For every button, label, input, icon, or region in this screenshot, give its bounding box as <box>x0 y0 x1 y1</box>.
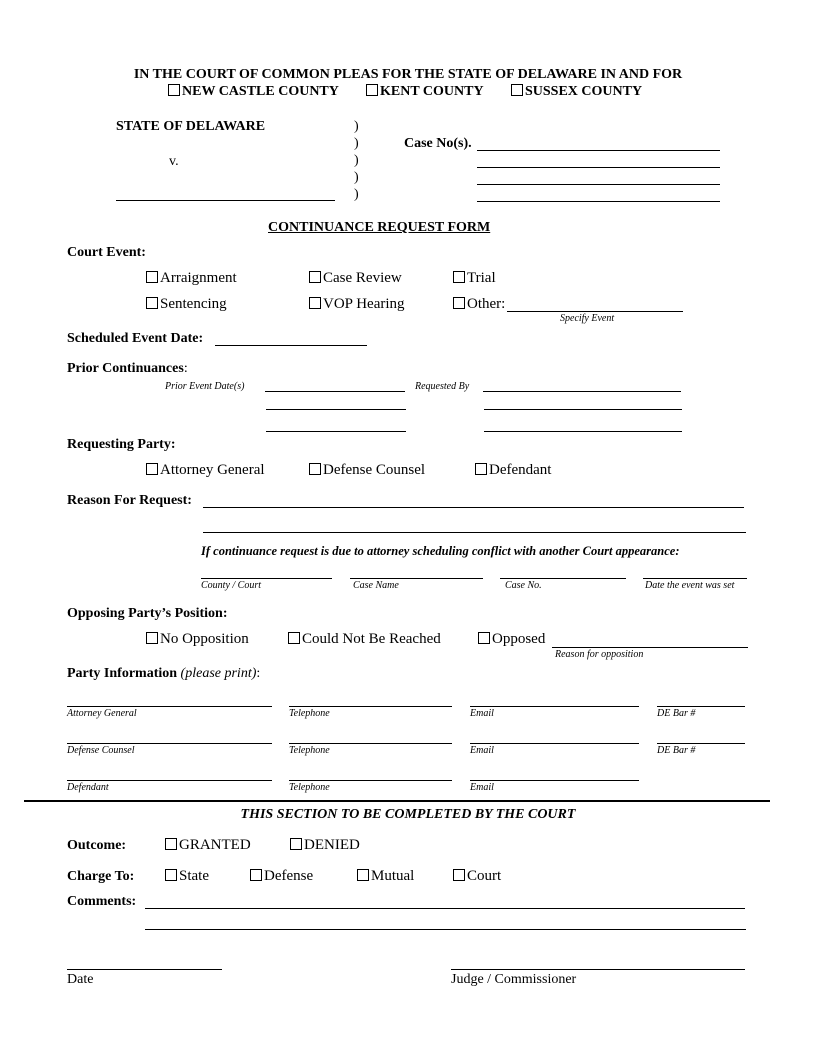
conflict-case-number-line[interactable] <box>500 578 626 579</box>
checkbox-opposed[interactable] <box>478 632 490 644</box>
checkbox-case-review[interactable] <box>309 271 321 283</box>
dc-email-caption: Email <box>470 745 494 756</box>
dc-caption: Defense Counsel <box>67 745 135 756</box>
case-number-line[interactable] <box>477 201 720 202</box>
other-event-line[interactable] <box>507 311 683 312</box>
requesting-defendant[interactable]: Defendant <box>475 462 551 479</box>
prior-date-line[interactable] <box>265 391 405 392</box>
outcome-label: Outcome: <box>67 838 127 853</box>
dc-email-line[interactable] <box>470 743 639 744</box>
def-email-line[interactable] <box>470 780 639 781</box>
requesting-defense-counsel[interactable]: Defense Counsel <box>309 462 425 479</box>
case-number-line[interactable] <box>477 184 720 185</box>
def-telephone-line[interactable] <box>289 780 452 781</box>
def-email-caption: Email <box>470 782 494 793</box>
county-sussex[interactable]: SUSSEX COUNTY <box>511 84 642 100</box>
opposition-reason-caption: Reason for opposition <box>555 649 644 660</box>
checkbox-court[interactable] <box>453 869 465 881</box>
prior-continuances-label: Prior Continuances: <box>67 361 188 376</box>
dc-bar-caption: DE Bar # <box>657 745 696 756</box>
checkbox-granted[interactable] <box>165 838 177 850</box>
checkbox-defendant[interactable] <box>475 463 487 475</box>
charge-defense[interactable]: Defense <box>250 868 313 885</box>
charge-mutual[interactable]: Mutual <box>357 868 414 885</box>
date-caption: Date <box>67 972 94 987</box>
comments-line[interactable] <box>145 929 746 930</box>
opposition-reason-line[interactable] <box>552 647 748 648</box>
checkbox-kent[interactable] <box>366 84 378 96</box>
caption-paren: ) <box>354 170 359 185</box>
requested-by-line[interactable] <box>484 409 682 410</box>
requesting-party-label: Requesting Party: <box>67 437 176 452</box>
checkbox-sentencing[interactable] <box>146 297 158 309</box>
defendant-name-line[interactable] <box>116 200 335 201</box>
charge-to-label: Charge To: <box>67 869 135 884</box>
ag-telephone-caption: Telephone <box>289 708 330 719</box>
checkbox-attorney-general[interactable] <box>146 463 158 475</box>
outcome-denied[interactable]: DENIED <box>290 837 360 854</box>
reason-line[interactable] <box>203 532 746 533</box>
event-trial[interactable]: Trial <box>453 270 496 287</box>
checkbox-defense-counsel[interactable] <box>309 463 321 475</box>
checkbox-denied[interactable] <box>290 838 302 850</box>
charge-state[interactable]: State <box>165 868 209 885</box>
requested-by-line[interactable] <box>484 431 682 432</box>
checkbox-vop-hearing[interactable] <box>309 297 321 309</box>
ag-bar-line[interactable] <box>657 706 745 707</box>
specify-event-caption: Specify Event <box>560 313 615 324</box>
ag-bar-caption: DE Bar # <box>657 708 696 719</box>
prior-date-line[interactable] <box>266 431 406 432</box>
reason-label: Reason For Request: <box>67 493 192 508</box>
charge-court[interactable]: Court <box>453 868 501 885</box>
case-number-label: Case No(s). <box>404 136 472 151</box>
case-name-caption: Case Name <box>353 580 399 591</box>
party-info-label: Party Information (please print): <box>67 666 261 681</box>
county-new-castle[interactable]: NEW CASTLE COUNTY <box>168 84 339 100</box>
conflict-case-name-line[interactable] <box>350 578 483 579</box>
opposing-not-reached[interactable]: Could Not Be Reached <box>288 631 441 648</box>
checkbox-sussex[interactable] <box>511 84 523 96</box>
county-kent[interactable]: KENT COUNTY <box>366 84 484 100</box>
ag-email-line[interactable] <box>470 706 639 707</box>
judge-signature-line[interactable] <box>451 969 745 970</box>
prior-date-caption: Prior Event Date(s) <box>165 381 245 392</box>
conflict-county-line[interactable] <box>201 578 332 579</box>
form-title: CONTINUANCE REQUEST FORM <box>268 220 491 235</box>
outcome-granted[interactable]: GRANTED <box>165 837 251 854</box>
scheduled-date-line[interactable] <box>215 345 367 346</box>
ag-email-caption: Email <box>470 708 494 719</box>
court-title: IN THE COURT OF COMMON PLEAS FOR THE STATE OF DELAWARE IN AND FOR <box>133 67 683 82</box>
event-other[interactable]: Other: <box>453 296 505 313</box>
caption-paren: ) <box>354 119 359 134</box>
attorney-general-line[interactable] <box>67 706 272 707</box>
reason-line[interactable] <box>203 507 744 508</box>
prior-date-line[interactable] <box>266 409 406 410</box>
section-divider <box>24 800 770 802</box>
checkbox-defense[interactable] <box>250 869 262 881</box>
court-section-title: THIS SECTION TO BE COMPLETED BY THE COURT <box>240 807 576 822</box>
defense-counsel-line[interactable] <box>67 743 272 744</box>
dc-bar-line[interactable] <box>657 743 745 744</box>
def-caption: Defendant <box>67 782 109 793</box>
conflict-date-line[interactable] <box>643 578 747 579</box>
checkbox-new-castle[interactable] <box>168 84 180 96</box>
opposing-opposed[interactable]: Opposed <box>478 631 545 648</box>
ag-caption: Attorney General <box>67 708 137 719</box>
requested-by-line[interactable] <box>483 391 681 392</box>
checkbox-arraignment[interactable] <box>146 271 158 283</box>
comments-label: Comments: <box>67 894 137 909</box>
case-no-caption: Case No. <box>505 580 542 591</box>
court-event-label: Court Event: <box>67 245 146 260</box>
checkbox-mutual[interactable] <box>357 869 369 881</box>
checkbox-not-reached[interactable] <box>288 632 300 644</box>
case-number-line[interactable] <box>477 167 720 168</box>
requested-by-caption: Requested By <box>415 381 470 392</box>
versus-label: v. <box>169 154 179 169</box>
caption-paren: ) <box>354 136 359 151</box>
state-of-delaware: STATE OF DELAWARE <box>116 119 266 134</box>
checkbox-other[interactable] <box>453 297 465 309</box>
comments-line[interactable] <box>145 908 745 909</box>
caption-paren: ) <box>354 187 359 202</box>
scheduled-date-label: Scheduled Event Date: <box>67 331 204 346</box>
date-signature-line[interactable] <box>67 969 222 970</box>
ag-telephone-line[interactable] <box>289 706 452 707</box>
event-sentencing[interactable]: Sentencing <box>146 296 227 313</box>
conflict-note: If continuance request is due to attorney scheduling conflict with another Court appearance: <box>201 544 680 558</box>
caption-paren: ) <box>354 153 359 168</box>
county-court-caption: County / Court <box>201 580 262 591</box>
date-set-caption: Date the event was set <box>645 580 735 591</box>
opposing-position-label: Opposing Party’s Position: <box>67 606 228 621</box>
judge-caption: Judge / Commissioner <box>451 972 577 987</box>
event-arraignment[interactable]: Arraignment <box>146 270 237 287</box>
checkbox-state[interactable] <box>165 869 177 881</box>
event-case-review[interactable]: Case Review <box>309 270 402 287</box>
event-vop-hearing[interactable]: VOP Hearing <box>309 296 405 313</box>
dc-telephone-caption: Telephone <box>289 745 330 756</box>
case-number-line[interactable] <box>477 150 720 151</box>
checkbox-trial[interactable] <box>453 271 465 283</box>
defendant-line[interactable] <box>67 780 272 781</box>
opposing-no-opposition[interactable]: No Opposition <box>146 631 249 648</box>
requesting-attorney-general[interactable]: Attorney General <box>146 462 265 479</box>
checkbox-no-opposition[interactable] <box>146 632 158 644</box>
dc-telephone-line[interactable] <box>289 743 452 744</box>
def-telephone-caption: Telephone <box>289 782 330 793</box>
